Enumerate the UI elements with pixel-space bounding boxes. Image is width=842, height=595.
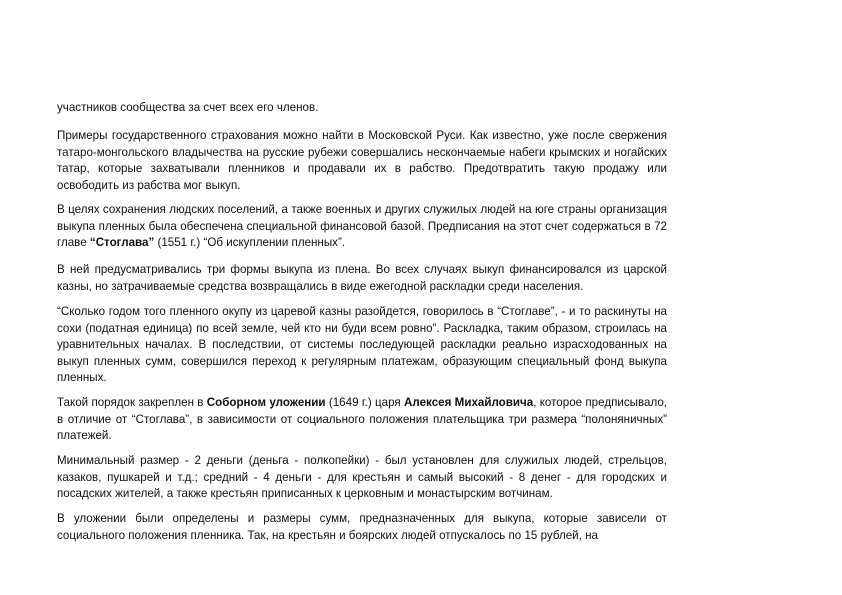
paragraph-stoglav-quote: “Сколько годом того пленного окупу из царевой казны разойдется, говорилось в “Стоглаве”, - и то раскинуты на сохи (податная единица) по всей земле, чей кто ни буди всем ровно”. Раскладка, таким образом, строилась на уравнительных началах. В последствии, от системы последующей раскладки реально израсходованных на выкуп пленных сумм, совершился переход к регулярным платежам, образующим специальный фонд выкупа пленных. bbox=[57, 305, 667, 384]
paragraph-ransom-organization bbox=[57, 202, 667, 252]
paragraph-payment-sizes: Минимальный размер - 2 деньги (деньга - полкопейки) - был установлен для служилых людей, стрельцов, казаков, пушкарей и т.д.; средний - 4 деньги - для крестьян и самый высокий - 8 денег - для городских и посадских жителей, а также крестьян приписанных к церковным и монастырским вотчинам. bbox=[57, 454, 667, 500]
paragraph-state-insurance-examples: Примеры государственного страхования можно найти в Московской Руси. Как известно, уже после свержения татаро-монгольского владычества на русские рубежи совершались нескончаемые набеги крымских и ногайских татар, которые захватывали пленников и продавали их в рабство. Предотвратить такую продажу или освободить из рабства мог выкуп. bbox=[57, 129, 667, 192]
stoglav-bold-title: “Стоглава” bbox=[89, 236, 155, 249]
paragraph-ransom-text-start: В целях сохранения людских поселений, а также военных и других служилых людей на юге страны организация выкупа пленных была обеспечена специальной финансовой базой. Предписания на этот счет содержаться в 72 главе bbox=[57, 203, 667, 249]
paragraph-ulozhenie-text-end: , которое предписывало, в отличие от “Стоглава”, в зависимости от социального положения плательщика три размера “полоняничных” платежей. bbox=[57, 396, 668, 442]
paragraph-ulozhenie-text-mid: (1649 г.) царя bbox=[325, 396, 405, 409]
tsar-name-bold: Алексея Михайловича bbox=[404, 396, 534, 409]
paragraph-community-members: участников сообщества за счет всех его членов. bbox=[57, 101, 319, 114]
paragraph-ransom-sums: В уложении были определены и размеры сумм, предназначенных для выкупа, которые зависели от социального положения пленника. Так, на крестьян и боярских людей отпускалось по 15 рублей, на bbox=[57, 512, 667, 542]
paragraph-three-forms: В ней предусматривались три формы выкупа из плена. Во всех случаях выкуп финансировался из царской казны, но затрачиваемые средства возвращались в виде ежегодной раскладки среди населения. bbox=[57, 263, 667, 293]
paragraph-ransom-text-end: (1551 г.) “Об искуплении пленных”. bbox=[154, 236, 346, 249]
paragraph-sobornoe-ulozhenie bbox=[57, 395, 667, 445]
sobornoe-ulozhenie-bold: Соборном уложении bbox=[206, 396, 326, 409]
paragraph-ulozhenie-text-start: Такой порядок закреплен в bbox=[57, 396, 207, 409]
